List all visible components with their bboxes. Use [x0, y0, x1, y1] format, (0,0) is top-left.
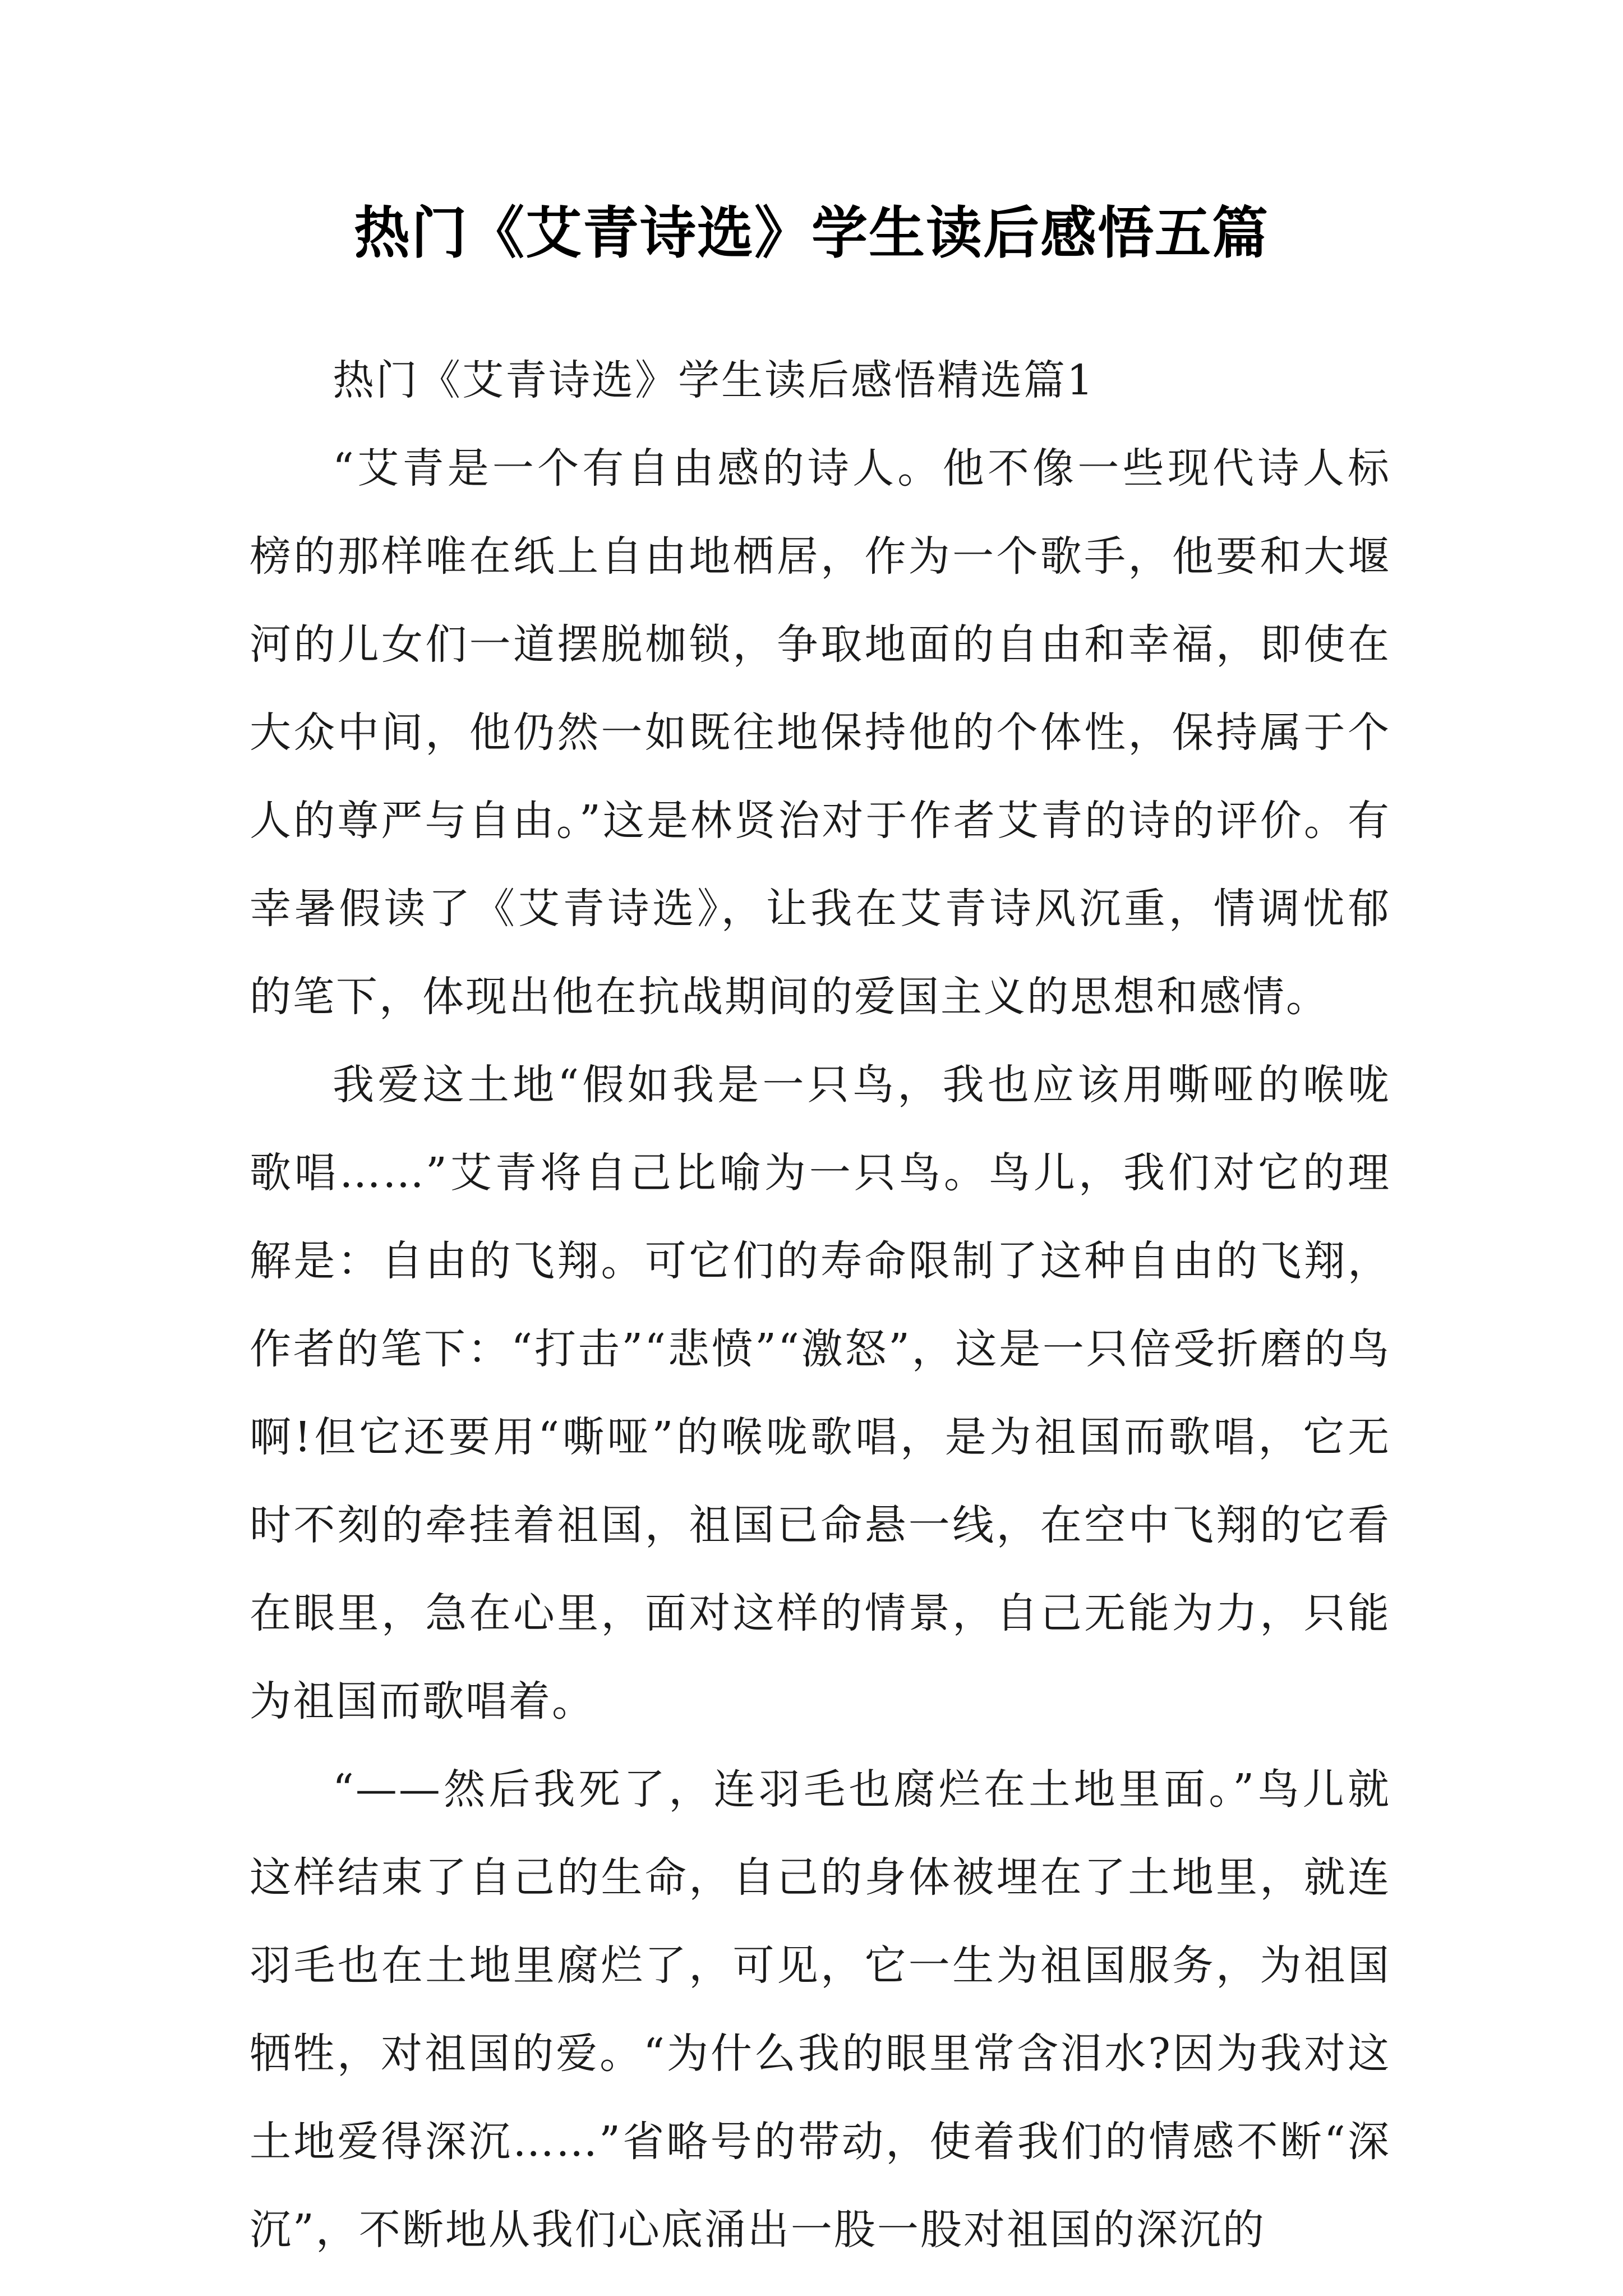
paragraph-3: “——然后我死了，连羽毛也腐烂在土地里面。”鸟儿就这样结束了自己的生命，自己的身体被埋在了土地里，就连羽毛也在土地里腐烂了，可见，它一生为祖国服务，为祖国牺牲，对祖国的爱。“为什么我的眼里常含泪水?因为我对这土地爱得深沉……”省略号的带动，使着我们的情感不断“深沉”，不断地从我们心底涌出一股一股对祖国的深沉的 — [250, 1765, 1391, 2254]
document-body — [250, 337, 1391, 2274]
paragraph-2: 我爱这土地“假如我是一只鸟，我也应该用嘶哑的喉咙歌唱……”艾青将自己比喻为一只鸟。鸟儿，我们对它的理解是：自由的飞翔。可它们的寿命限制了这种自由的飞翔，作者的笔下：“打击”“悲愤”“激怒”，这是一只倍受折磨的鸟啊!但它还要用“嘶哑”的喉咙歌唱，是为祖国而歌唱，它无时不刻的牵挂着祖国，祖国已命悬一线，在空中飞翔的它看在眼里，急在心里，面对这样的情景，自己无能为力，只能为祖国而歌唱着。 — [250, 1061, 1391, 1726]
paragraph-1: “艾青是一个有自由感的诗人。他不像一些现代诗人标榜的那样唯在纸上自由地栖居，作为一个歌手，他要和大堰河的儿女们一道摆脱枷锁，争取地面的自由和幸福，即使在大众中间，他仍然一如既往地保持他的个体性，保持属于个人的尊严与自由。”这是林贤治对于作者艾青的诗的评价。有幸暑假读了《艾青诗选》，让我在艾青诗风沉重，情调忧郁的笔下，体现出他在抗战期间的爱国主义的思想和感情。 — [250, 444, 1391, 1021]
section-heading: 热门《艾青诗选》学生读后感悟精选篇1 — [333, 356, 1095, 404]
document-title: 热门《艾青诗选》学生读后感悟五篇 — [354, 200, 1269, 266]
